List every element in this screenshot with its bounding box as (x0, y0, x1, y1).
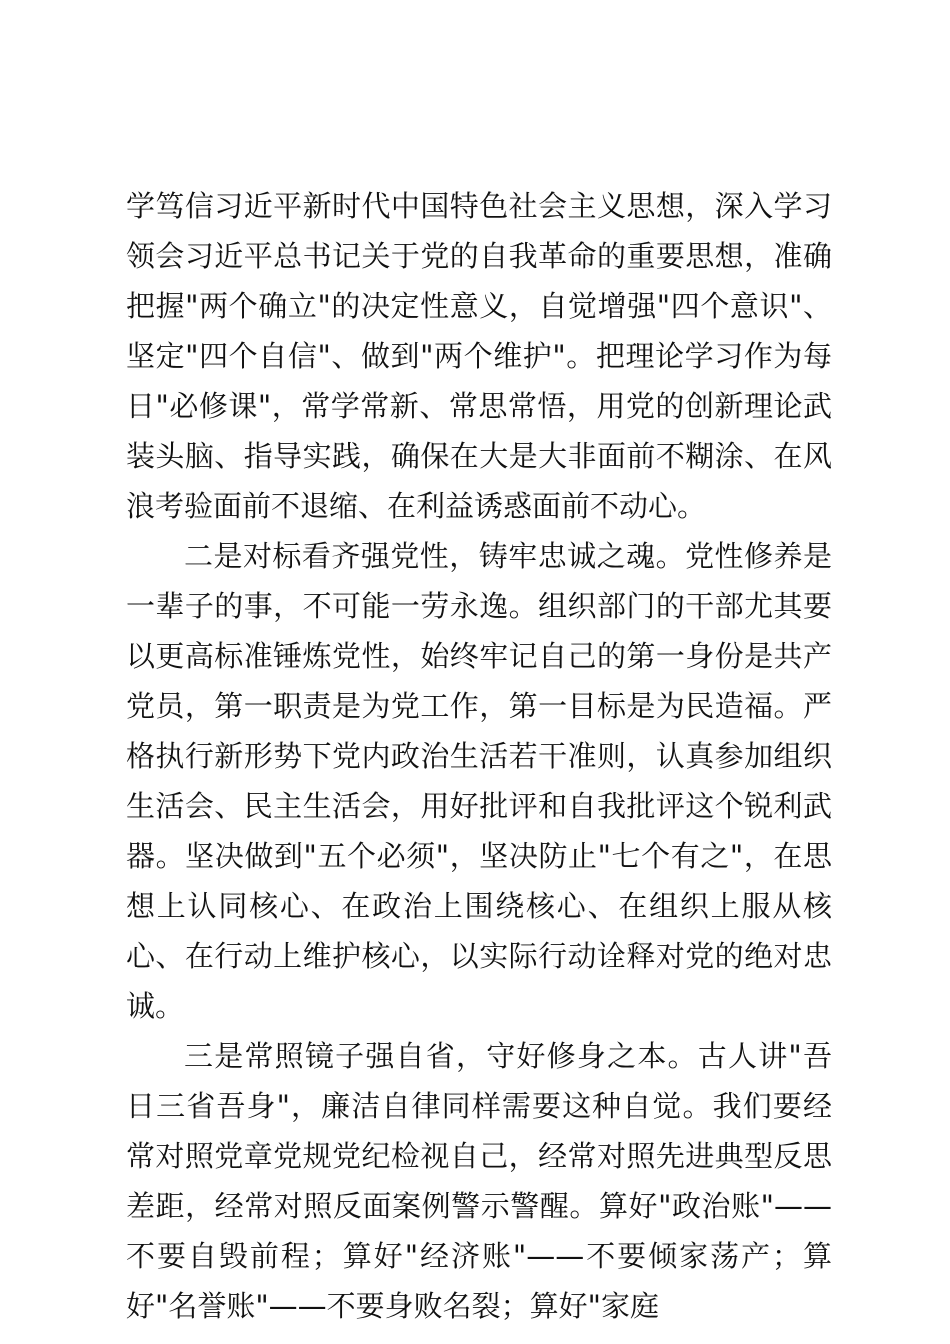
paragraph-point-two-party-spirit: 二是对标看齐强党性，铸牢忠诚之魂。党性修养是一辈子的事，不可能一劳永逸。组织部门的干部尤其要以更高标准锤炼党性，始终牢记自己的第一身份是共产党员，第一职责是为党工作，第一目标是为民造福。严格执行新形势下党内政治生活若干准则，认真参加组织生活会、民主生活会，用好批评和自我批评这个锐利武器。坚决做到"五个必须"，坚决防止"七个有之"，在思想上认同核心、在政治上围绕核心、在组织上服从核心、在行动上维护核心，以实际行动诠释对党的绝对忠诚。 (126, 539, 832, 1023)
paragraph-point-three-self-reflection: 三是常照镜子强自省，守好修身之本。古人讲"吾日三省吾身"，廉洁自律同样需要这种自觉。我们要经常对照党章党规党纪检视自己，经常对照先进典型反思差距，经常对照反面案例警示警醒。算好"政治账"——不要自毁前程；算好"经济账"——不要倾家荡产；算好"名誉账"——不要身败名裂；算好"家庭 (126, 1039, 832, 1323)
document-body (126, 181, 832, 1331)
paragraph-continued-theory-study: 学笃信习近平新时代中国特色社会主义思想，深入学习领会习近平总书记关于党的自我革命的重要思想，准确把握"两个确立"的决定性意义，自觉增强"四个意识"、坚定"四个自信"、做到"两个维护"。把理论学习作为每日"必修课"，常学常新、常思常悟，用党的创新理论武装头脑、指导实践，确保在大是大非面前不糊涂、在风浪考验面前不退缩、在利益诱惑面前不动心。 (126, 189, 832, 523)
